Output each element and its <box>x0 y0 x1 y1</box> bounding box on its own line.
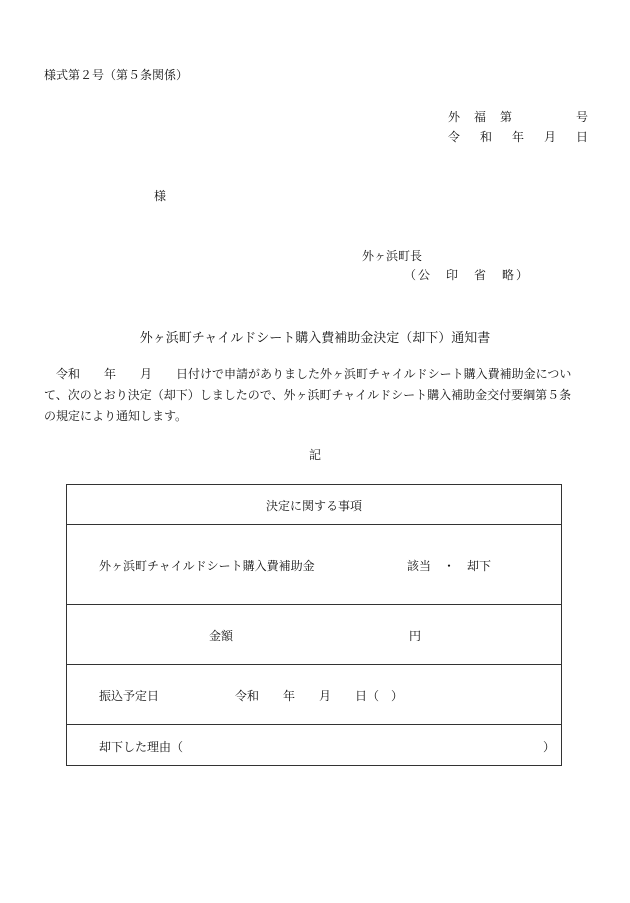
document-date-row <box>448 128 588 148</box>
date-day: 日 <box>575 130 588 144</box>
decision-table <box>66 484 562 766</box>
document-number-row <box>448 108 588 128</box>
transfer-row <box>67 665 561 725</box>
date-year: 年 <box>511 130 524 144</box>
date-char: 和 <box>479 130 492 144</box>
body-line: の規定により通知します。 <box>44 409 188 423</box>
amount-label: 金額 <box>209 629 234 643</box>
reason-row <box>67 725 561 766</box>
document-title: 外ヶ浜町チャイルドシート購入費補助金決定（却下）通知書 <box>139 331 491 346</box>
transfer-label: 振込予定日 <box>99 689 160 703</box>
subsidy-options: 該当 ・ 却下 <box>407 559 492 573</box>
date-char: 令 <box>448 130 461 144</box>
reason-label: 却下した理由（ <box>99 740 184 754</box>
document-number-block <box>448 108 588 148</box>
table-header: 決定に関する事項 <box>265 499 362 513</box>
doc-number-char: 福 <box>474 110 487 124</box>
doc-number-char: 第 <box>500 110 513 124</box>
form-label: 様式第２号（第５条関係） <box>44 68 189 82</box>
body-line: 令和 年 月 日付けで申請がありました外ヶ浜町チャイルドシート購入費補助金につい <box>44 367 572 381</box>
seal-omitted-note: （公 印 省 略） <box>404 268 531 282</box>
amount-unit: 円 <box>409 629 422 643</box>
transfer-date: 令和 年 月 日（ ） <box>235 689 404 703</box>
amount-row <box>67 605 561 665</box>
subsidy-label: 外ヶ浜町チャイルドシート購入費補助金 <box>99 559 315 573</box>
doc-number-char: 外 <box>448 110 461 124</box>
table-header-row <box>67 485 561 525</box>
date-month: 月 <box>543 130 556 144</box>
notice-body <box>44 364 590 427</box>
reason-close: ） <box>542 740 555 754</box>
addressee: 様 <box>154 189 167 203</box>
ki-marker: 記 <box>308 448 321 462</box>
body-line: て、次のとおり決定（却下）しましたので、外ヶ浜町チャイルドシート購入補助金交付要綱第５条 <box>44 388 572 402</box>
sender: 外ヶ浜町長 <box>362 249 423 263</box>
subsidy-row <box>67 525 561 605</box>
doc-number-blank <box>526 108 562 128</box>
doc-number-char: 号 <box>575 110 588 124</box>
